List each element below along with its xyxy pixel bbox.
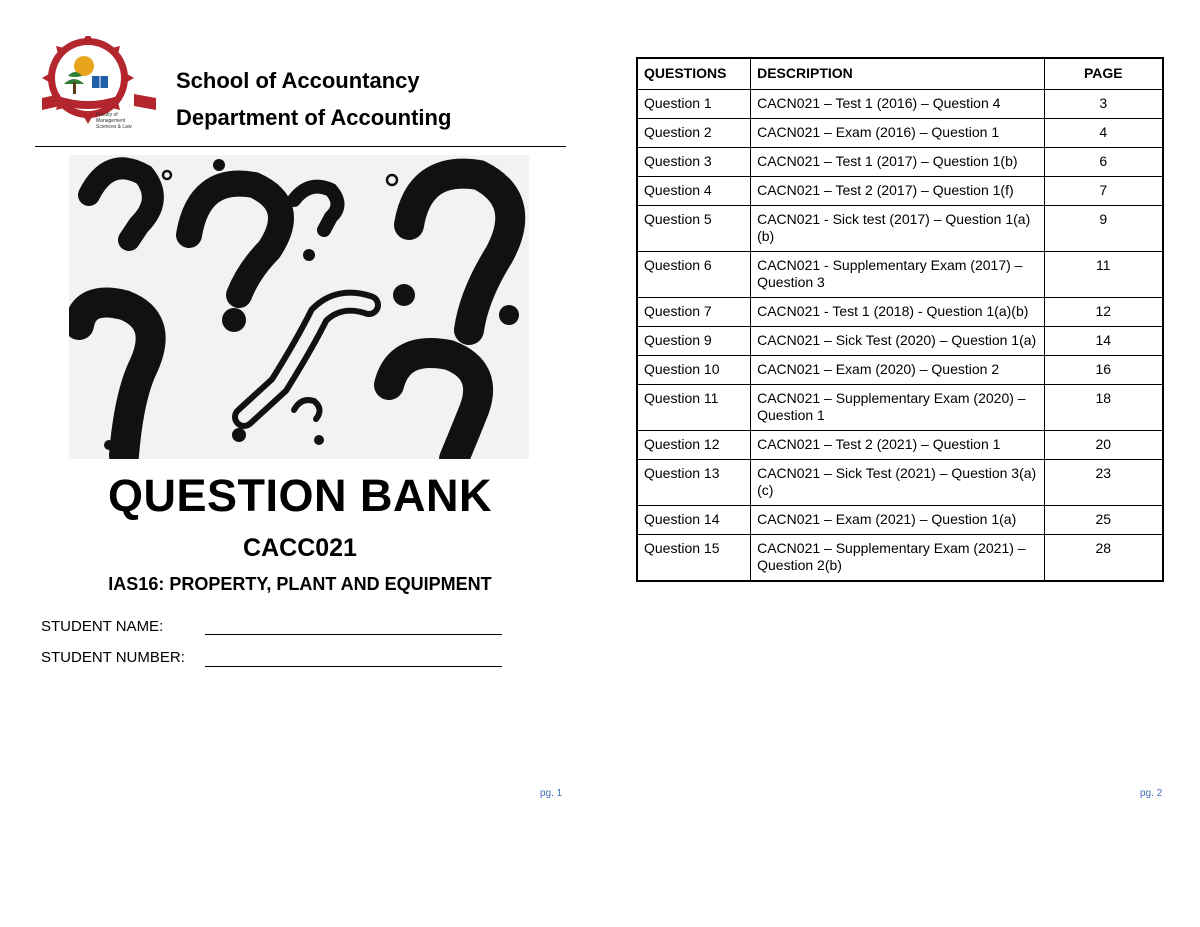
- question-cell: Question 3: [637, 148, 751, 177]
- question-cell: Question 7: [637, 298, 751, 327]
- description-cell: CACN021 - Sick test (2017) – Question 1(a)(b): [751, 206, 1045, 252]
- university-logo-icon: [40, 36, 160, 136]
- table-row: [637, 298, 1163, 327]
- page-cell: 6: [1044, 148, 1163, 177]
- question-cell: Question 12: [637, 431, 751, 460]
- description-cell: CACN021 - Supplementary Exam (2017) – Question 3: [751, 252, 1045, 298]
- document-title: QUESTION BANK: [107, 470, 492, 521]
- page-number: pg. 1: [540, 788, 563, 799]
- table-row: [637, 385, 1163, 431]
- department-name: Department of Accounting: [176, 105, 452, 130]
- svg-text:Management: Management: [96, 118, 126, 124]
- course-code: CACC021: [243, 534, 357, 562]
- page-cell: 7: [1044, 177, 1163, 206]
- question-cell: Question 13: [637, 460, 751, 506]
- contents-page: [600, 0, 1200, 927]
- table-row: [637, 177, 1163, 206]
- question-cell: Question 14: [637, 506, 751, 535]
- question-cell: Question 4: [637, 177, 751, 206]
- question-cell: Question 2: [637, 119, 751, 148]
- description-cell: CACN021 – Supplementary Exam (2020) – Question 1: [751, 385, 1045, 431]
- page-cell: 11: [1044, 252, 1163, 298]
- description-cell: CACN021 – Test 2 (2017) – Question 1(f): [751, 177, 1045, 206]
- page-cell: 14: [1044, 327, 1163, 356]
- page-cell: 20: [1044, 431, 1163, 460]
- table-row: [637, 90, 1163, 119]
- description-cell: CACN021 – Test 2 (2021) – Question 1: [751, 431, 1045, 460]
- student-name-label: STUDENT NAME:: [41, 618, 164, 635]
- table-row: [637, 327, 1163, 356]
- description-cell: CACN021 – Supplementary Exam (2021) – Question 2(b): [751, 535, 1045, 582]
- question-cell: Question 11: [637, 385, 751, 431]
- student-number-line: [205, 666, 502, 667]
- page-number: pg. 2: [1140, 788, 1163, 799]
- topic-heading: IAS16: PROPERTY, PLANT AND EQUIPMENT: [108, 574, 492, 594]
- header-questions: QUESTIONS: [637, 58, 751, 90]
- description-cell: CACN021 – Test 1 (2016) – Question 4: [751, 90, 1045, 119]
- contents-table: [636, 57, 1164, 582]
- table-row: [637, 356, 1163, 385]
- question-cell: Question 6: [637, 252, 751, 298]
- page-cell: 3: [1044, 90, 1163, 119]
- table-row: [637, 431, 1163, 460]
- page-cell: 28: [1044, 535, 1163, 582]
- table-header-row: [637, 58, 1163, 90]
- description-cell: CACN021 – Sick Test (2021) – Question 3(a)(c): [751, 460, 1045, 506]
- page-cell: 9: [1044, 206, 1163, 252]
- question-cell: Question 5: [637, 206, 751, 252]
- table-row: [637, 506, 1163, 535]
- description-cell: CACN021 – Exam (2021) – Question 1(a): [751, 506, 1045, 535]
- student-name-line: [205, 634, 502, 635]
- description-cell: CACN021 - Test 1 (2018) - Question 1(a)(b): [751, 298, 1045, 327]
- page-cell: 23: [1044, 460, 1163, 506]
- svg-text:Faculty of: Faculty of: [96, 112, 118, 118]
- question-marks-image: [69, 155, 529, 459]
- header-page: PAGE: [1044, 58, 1163, 90]
- header-divider: [35, 146, 566, 147]
- question-cell: Question 15: [637, 535, 751, 582]
- question-cell: Question 9: [637, 327, 751, 356]
- table-row: [637, 119, 1163, 148]
- table-row: [637, 148, 1163, 177]
- student-number-label: STUDENT NUMBER:: [41, 649, 185, 666]
- header-description: DESCRIPTION: [751, 58, 1045, 90]
- page-cell: 12: [1044, 298, 1163, 327]
- description-cell: CACN021 – Test 1 (2017) – Question 1(b): [751, 148, 1045, 177]
- page-cell: 4: [1044, 119, 1163, 148]
- page-cell: 25: [1044, 506, 1163, 535]
- question-cell: Question 10: [637, 356, 751, 385]
- page-cell: 16: [1044, 356, 1163, 385]
- table-row: [637, 206, 1163, 252]
- table-row: [637, 252, 1163, 298]
- question-cell: Question 1: [637, 90, 751, 119]
- description-cell: CACN021 – Exam (2016) – Question 1: [751, 119, 1045, 148]
- table-row: [637, 535, 1163, 582]
- description-cell: CACN021 – Exam (2020) – Question 2: [751, 356, 1045, 385]
- page-cell: 18: [1044, 385, 1163, 431]
- description-cell: CACN021 – Sick Test (2020) – Question 1(a): [751, 327, 1045, 356]
- school-name: School of Accountancy: [176, 68, 420, 93]
- table-row: [637, 460, 1163, 506]
- svg-text:Sciences & Law: Sciences & Law: [96, 124, 132, 130]
